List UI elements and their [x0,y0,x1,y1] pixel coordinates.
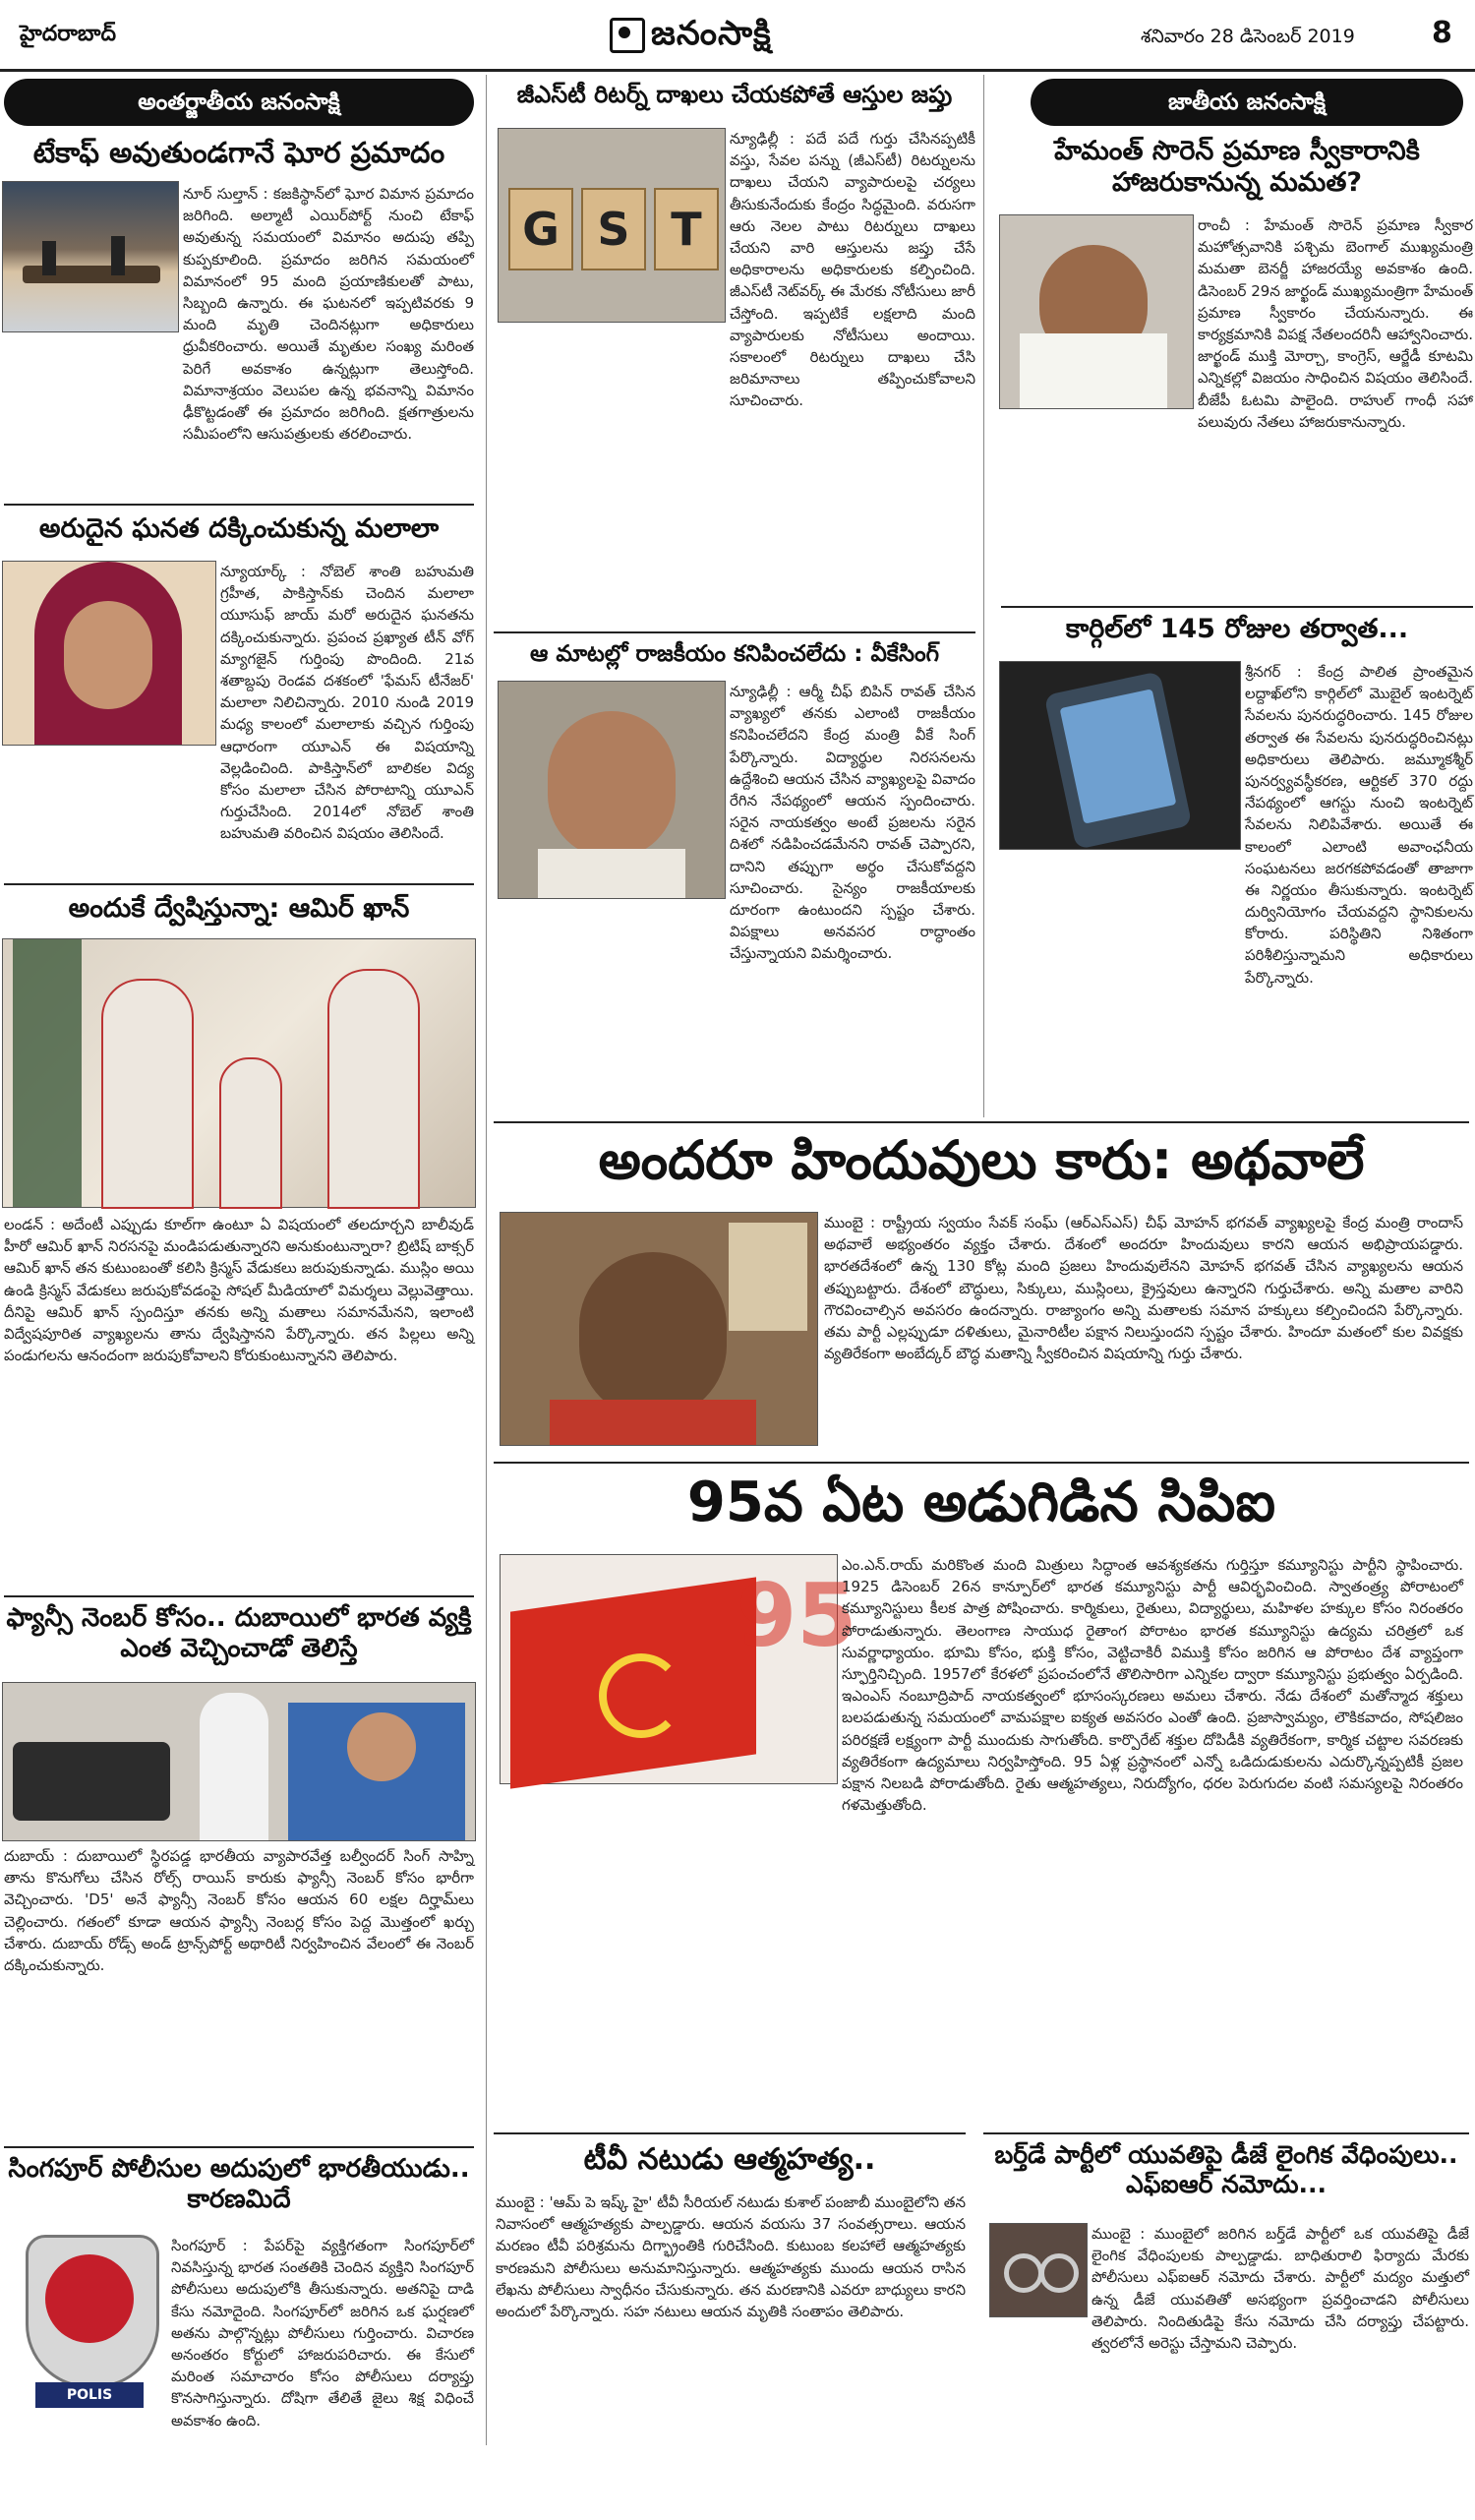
section-banner-international: అంతర్జాతీయ జనంసాక్షి [4,79,474,126]
article-athawale-body: ముంబై : రాష్ట్రీయ స్వయం సేవక్ సంఘ్ (ఆర్ఎస్ఎస్) చీఫ్ మోహన్ భగవత్ వ్యాఖ్యలపై కేంద్ర మంత్రి రాందాస్ అథవాలే అభ్యంతరం వ్యక్తం చేశారు. దేశంలో అందరూ హిందువులు కారని ఆయన అభిప్రాయపడ్డారు. భారతదేశంలో ఉన్న 130 కోట్ల మంది ప్రజలు హిందువులేనని మోహన్ భగవత్ చేసిన వ్యాఖ్యలను ఆయన తప్పుబట్టారు. దేశంలో బౌద్ధులు, సిక్కులు, ముస్లింలు, క్రైస్తవులు ఉన్నారని గుర్తుచేశారు. అన్ని మతాల వారిని గౌరవించాల్సిన అవసరం ఉందన్నారు. రాజ్యాంగం అన్ని మతాలకు సమాన హక్కులు కల్పించిందని పేర్కొన్నారు. తమ పార్టీ ఎల్లప్పుడూ దళితులు, మైనారిటీల పక్షాన నిలుస్తుందని స్పష్టం చేశారు. హిందూ మతంలో కుల వివక్షకు వ్యతిరేకంగా అంబేద్కర్ బౌద్ధ మతాన్ని స్వీకరించిన విషయాన్ని గుర్తు చేశారు. [824,1214,1463,1363]
article-divider [4,504,474,506]
article-divider [983,2132,1469,2134]
headline-kargil: కార్గిల్‌లో 145 రోజుల తర్వాత... [1065,614,1409,644]
headline-hemant-soren: హేమంత్ సొరెన్ ప్రమాణ స్వీకారానికి హాజరుకానున్న మమత? [1054,136,1420,199]
paper-logo [610,14,772,61]
headline-fancy-number: ఫ్యాన్సీ నెంబర్ కోసం.. దుబాయిలో భారత వ్యక్తి ఎంత వెచ్చించాడో తెలిస్తే [6,1603,472,1664]
headline-amir-khan: అందుకే ద్వేషిస్తున్నా: ఆమిర్ ఖాన్ [68,893,410,924]
column-divider [983,75,984,1117]
article-dj-harassment-body: ముంబై : ముంబైలో జరిగిన బర్త్‌డే పార్టీలో ఒక యువతిపై డీజే లైంగిక వేధింపులకు పాల్పడ్డాడు. బాధితురాలి ఫిర్యాదు మేరకు పోలీసులు ఎఫ్ఐఆర్ నమోదు చేశారు. పార్టీలో మద్యం మత్తులో ఉన్న డీజే యువతితో అసభ్యంగా ప్రవర్తించాడని పోలీసులు తెలిపారు. నిందితుడిపై కేసు నమోదు చేసి దర్యాప్తు చేపట్టారు. త్వరలోనే అరెస్టు చేస్తామని చెప్పారు. [1092,2225,1469,2352]
article-kargil-body: శ్రీనగర్ : కేంద్ర పాలిత ప్రాంతమైన లద్దాఖ్‌లోని కార్గిల్‌లో మొబైల్ ఇంటర్నెట్ సేవలను పునరుద్ధరించారు. 145 రోజుల తర్వాత ఈ సేవలను పునరుద్ధరించినట్లు అధికారులు తెలిపారు. జమ్మూకశ్మీర్ పునర్వ్యవస్థీకరణ, ఆర్టికల్ 370 రద్దు నేపథ్యంలో ఆగస్టు నుంచి ఇంటర్నెట్ సేవలను నిలిపివేశారు. అయితే ఈ కాలంలో ఎలాంటి అవాంఛనీయ సంఘటనలు జరగకపోవడంతో తాజాగా ఈ నిర్ణయం తీసుకున్నారు. ఇంటర్నెట్ దుర్వినియోగం చేయవద్దని స్థానికులను కోరారు. పరిస్థితిని నిశితంగా పరిశీలిస్తున్నామని అధికారులు పేర్కొన్నారు. [1245,663,1473,987]
issue-date: శనివారం 28 డిసెంబర్ 2019 [1141,26,1355,47]
lead-divider [494,1121,1469,1123]
headline-singapore-police: సింగపూర్ పోలీసుల అదుపులో భారతీయుడు.. కారణమిదే [8,2154,470,2215]
headline-tv-actor: టీవీ నటుడు ఆత్మహత్య.. [583,2142,876,2177]
article-divider [4,1595,474,1597]
masthead [0,0,1475,72]
vk-singh-photo [498,681,726,899]
headline-athawale: అందరూ హిందువులు కారు: అథవాలే [598,1129,1365,1191]
gst-block-s: S [581,188,646,270]
police-badge-label: POLIS [35,2382,144,2408]
plane-crash-photo [2,181,179,332]
malala-photo [2,561,216,746]
right-column [991,75,1475,1117]
headline-dj-harassment: బర్త్‌డే పార్టీలో యువతిపై డీజే లైంగిక వేధింపులు.. ఎఫ్ఐఆర్ నమోదు... [994,2140,1458,2198]
column-divider [486,75,487,2445]
article-vk-singh-body: న్యూఢిల్లీ : ఆర్మీ చీఫ్ బిపిన్ రావత్ చేసిన వ్యాఖ్యలో తనకు ఎలాంటి రాజకీయం కనిపించలేదని కేంద్ర మంత్రి వీకే సింగ్ పేర్కొన్నారు. విద్యార్థుల నిరసనలను ఉద్దేశించి ఆయన చేసిన వ్యాఖ్యలపై వివాదం రేగిన నేపథ్యంలో ఆయన స్పందించారు. సరైన నాయకత్వం అంటే ప్రజలను సరైన దిశలో నడిపించడమేనని రావత్ చెప్పారని, దానిని తప్పుగా అర్థం చేసుకోవద్దని సూచించారు. సైన్యం రాజకీయాలకు దూరంగా ఉంటుందని స్పష్టం చేశారు. విపక్షాలు అనవసర రాద్ధాంతం చేస్తున్నాయని విమర్శించారు. [730,683,975,963]
cpi-flag-photo [500,1554,857,1784]
article-amir-khan-body: లండన్ : అదేంటీ ఎప్పుడు కూల్‌గా ఉంటూ ఏ విషయంలో తలదూర్చని బాలీవుడ్ హీరో ఆమిర్ ఖాన్ నిరసనపై మండిపడుతున్నారని అనుకుంటున్నారా? బ్రిటిష్ బాక్సర్ ఆమిర్ ఖాన్ తన కుటుంబంతో కలిసి క్రిస్మస్ వేడుకలు జరుపుకున్నాడు. ముస్లిం అయి ఉండి క్రిస్మస్ వేడుకలు జరుపుకోవడంపై సోషల్ మీడియాలో విమర్శలు వెల్లువెత్తాయి. దీనిపై ఆమిర్ ఖాన్ స్పందిస్తూ తనకు అన్ని మతాలు సమానమేనని, ఇలాంటి విద్వేషపూరిత వ్యాఖ్యలను తాను ద్వేషిస్తానని పేర్కొన్నారు. తన పిల్లలు అన్ని పండుగలను ఆనందంగా జరుపుకోవాలని కోరుకుంటున్నానని తెలిపారు. [4,1216,474,1365]
headline-vk-singh: ఆ మాటల్లో రాజకీయం కనిపించలేదు : వీకేసింగ్ [529,641,940,667]
left-column [0,75,477,2455]
cpi-95-graphic: 95 [737,1565,857,1666]
gst-block-t: T [654,188,719,270]
article-divider [494,631,975,633]
paper-name: జనంసాక్షి [651,14,772,53]
section-banner-national: జాతీయ జనంసాక్షి [1031,79,1463,126]
article-plane-crash-body: నూర్ సుల్తాన్ : కజకిస్థాన్‌లో ఘోర విమాన ప్రమాదం జరిగింది. అల్మాటీ ఎయిర్‌పోర్ట్ నుంచి టేకాఫ్ అవుతున్న సమయంలో విమానం అదుపు తప్పి కుప్పకూలింది. ప్రమాదం జరిగిన సమయంలో విమానంలో 95 మంది ప్రయాణికులతో పాటు, సిబ్బంది ఉన్నారు. ఈ ఘటనలో ఇప్పటివరకు 9 మంది మృతి చెందినట్లుగా అధికారులు ధ్రువీకరించారు. అయితే మృతుల సంఖ్య మరింత పెరిగే అవకాశం ఉన్నట్లుగా తెలుస్తోంది. విమానాశ్రయం వెలుపల ఉన్న భవనాన్ని విమానం ఢీకొట్టడంతో ఈ ప్రమాదం జరిగింది. క్షతగాత్రులను సమీపంలోని ఆసుపత్రులకు తరలించారు. [183,185,474,444]
gst-blocks-photo [498,128,726,323]
article-malala-body: న్యూయార్క్ : నోబెల్ శాంతి బహుమతి గ్రహీత, పాకిస్తాన్‌కు చెందిన మలాలా యూసుఫ్ జాయ్ మరో అరుదైన ఘనతను దక్కించుకున్నారు. ప్రపంచ ప్రఖ్యాత టీన్ వోగ్ మ్యాగజైన్ గుర్తింపు పొందింది. 21వ శతాబ్దపు రెండవ దశకంలో 'ఫేమస్ టీనేజర్' మలాలా నిలిచిన్నారు. 2010 నుండి 2019 మధ్య కాలంలో మలాలాకు వచ్చిన గుర్తింపు ఆధారంగా యూఎన్ ఈ విషయాన్ని వెల్లడించింది. పాకిస్తాన్‌లో బాలికల విద్య కోసం మలాలా చేసిన పోరాటాన్ని యూఎన్ గుర్తుచేసింది. 2014లో నోబెల్ శాంతి బహుమతి వరించిన విషయం తెలిసిందే. [220,563,474,843]
page-number: 8 [1432,16,1452,50]
article-divider [4,2146,474,2148]
logo-icon [610,18,645,53]
athawale-photo [500,1212,818,1446]
headline-plane-crash: టేకాఫ్ అవుతుండగానే ఘోర ప్రమాదం [32,136,445,169]
article-divider [494,2132,966,2134]
singapore-police-logo [16,2235,163,2412]
dubai-car-photo [2,1682,476,1841]
article-gst-body: న్యూఢిల్లీ : పదే పదే గుర్తు చేసినప్పటికీ వస్తు, సేవల పన్ను (జీఎస్‌టీ) రిటర్నులను దాఖలు చేయని వ్యాపారులపై చర్యలు తీసుకునేందుకు కేంద్రం సిద్ధమైంది. వరుసగా ఆరు నెలల పాటు రిటర్నులు దాఖలు చేయని వారి ఆస్తులను జప్తు చేసే అధికారాలను అధికారులకు కల్పించింది. జీఎస్‌టీ నెట్‌వర్క్ ఈ మేరకు నోటీసులు జారీ చేస్తోంది. ఇప్పటికే లక్షలాది మంది వ్యాపారులకు నోటీసులు అందాయి. సకాలంలో రిటర్నులు దాఖలు చేసి జరిమానాలు తప్పించుకోవాలని సూచించారు. [730,130,975,410]
headline-cpi: 95వ ఏట అడుగిడిన సిపిఐ [686,1470,1276,1534]
article-cpi-body: ఎం.ఎన్.రాయ్ మరికొంత మంది మిత్రులు సిద్ధాంత ఆవశ్యకతను గుర్తిస్తూ కమ్యూనిస్టు పార్టీని స్థాపించారు. 1925 డిసెంబర్ 26న కాన్పూర్‌లో భారత కమ్యూనిస్టు పార్టీ ఆవిర్భవించింది. స్వాతంత్ర్య పోరాటంలో కమ్యూనిస్టులు కీలక పాత్ర పోషించారు. కార్మికులు, రైతులు, విద్యార్థులు, మహిళల హక్కుల కోసం నిరంతరం పోరాడుతున్నారు. తెలంగాణ సాయుధ రైతాంగ పోరాటం భారత కమ్యూనిస్టు ఉద్యమ చరిత్రలో ఒక సువర్ణాధ్యాయం. భూమి కోసం, భుక్తి కోసం, వెట్టిచాకిరీ విముక్తి కోసం జరిగిన ఆ పోరాటం దేశ వ్యాప్తంగా స్ఫూర్తినిచ్చింది. 1957లో కేరళలో ప్రపంచంలోనే తొలిసారిగా ఎన్నికల ద్వారా కమ్యూనిస్టు ప్రభుత్వం ఏర్పడింది. ఇఎంఎస్ నంబూద్రిపాద్ నాయకత్వంలో భూసంస్కరణలు అమలు చేశారు. నేడు దేశంలో మతోన్మాద శక్తులు బలపడుతున్న సమయంలో వామపక్షాల ఐక్యత అవసరం ఎంతో ఉంది. ప్రజాస్వామ్యం, లౌకికవాదం, సోషలిజం పరిరక్షణే లక్ష్యంగా పార్టీ ముందుకు సాగుతోంది. కార్పొరేట్ శక్తుల దోపిడీకి వ్యతిరేకంగా, కార్మిక చట్టాల సవరణకు వ్యతిరేకంగా ఉద్యమాలు నిర్వహిస్తోంది. 95 ఏళ్ల ప్రస్థానంలో ఎన్నో ఒడిదుడుకులను ఎదుర్కొన్నప్పటికీ ప్రజల పక్షాన నిలబడి పోరాడుతోంది. రైతు ఆత్మహత్యలు, నిరుద్యోగం, ధరల పెరుగుదల వంటి సమస్యలపై నిరంతరం గళమెత్తుతోంది. [842,1556,1463,1815]
headline-gst: జీఎస్‌టీ రిటర్న్ దాఖలు చేయకపోతే ఆస్తుల జప్తు [516,81,953,108]
handcuffs-photo [989,2223,1088,2317]
headline-malala: అరుదైన ఘనత దక్కించుకున్న మలాలా [38,513,440,544]
article-fancy-number-body: దుబాయ్ : దుబాయిలో స్థిరపడ్డ భారతీయ వ్యాపారవేత్త బల్వీందర్ సింగ్ సాహ్ని తాను కొనుగోలు చేసిన రోల్స్ రాయిస్ కారుకు ఫ్యాన్సీ నెంబర్ కోసం భారీగా వెచ్చించారు. 'D5' అనే ఫ్యాన్సీ నెంబర్ కోసం ఆయన 60 లక్షల దిర్హామ్‌లు చెల్లించారు. గతంలో కూడా ఆయన ఫ్యాన్సీ నెంబర్ల కోసం పెద్ద మొత్తంలో ఖర్చు చేశారు. దుబాయ్ రోడ్స్ అండ్ ట్రాన్స్‌పోర్ట్ అథారిటీ నిర్వహించిన వేలంలో ఈ నెంబర్ దక్కించుకున్నారు. [4,1847,474,1974]
gst-block-g: G [508,188,573,270]
amir-khan-family-photo [2,938,476,1208]
article-divider [1001,606,1473,608]
article-singapore-body: సింగపూర్ : పేపర్‌పై వ్యక్తిగతంగా సింగపూర్‌లో నివసిస్తున్న భారత సంతతికి చెందిన వ్యక్తిని సింగపూర్ పోలీసులు అదుపులోకి తీసుకున్నారు. అతనిపై దాడి కేసు నమోదైంది. సింగపూర్‌లో జరిగిన ఒక ఘర్షణలో అతను పాల్గొన్నట్లు పోలీసులు గుర్తించారు. విచారణ అనంతరం కోర్టులో హాజరుపరిచారు. ఈ కేసులో మరింత సమాచారం కోసం పోలీసులు దర్యాప్తు కొనసాగిస్తున్నారు. దోషిగా తేలితే జైలు శిక్ష విధించే అవకాశం ఉంది. [171,2237,474,2430]
city-label: హైదరాబాద్ [20,22,116,46]
article-hemant-soren-body: రాంచీ : హేమంత్ సొరెన్ ప్రమాణ స్వీకార మహోత్సవానికి పశ్చిమ బెంగాల్ ముఖ్యమంత్రి మమతా బెనర్జీ హాజరయ్యే అవకాశం ఉంది. డిసెంబర్ 29న జార్ఖండ్ ముఖ్యమంత్రిగా హేమంత్ ప్రమాణ స్వీకారం చేయనున్నారు. ఈ కార్యక్రమానికి విపక్ష నేతలందరినీ ఆహ్వానించారు. జార్ఖండ్ ముక్తి మోర్చా, కాంగ్రెస్, ఆర్జేడీ కూటమి ఎన్నికల్లో విజయం సాధించిన విషయం తెలిసిందే. బీజేపీ ఓటమి పాలైంది. రాహుల్ గాంధీ సహా పలువురు నేతలు హాజరుకానున్నారు. [1198,216,1473,431]
article-tv-actor-body: ముంబై : 'ఆమ్ పె ఇష్క్ హై' టీవీ సీరియల్ నటుడు కుశాల్ పంజాబీ ముంబైలోని తన నివాసంలో ఆత్మహత్యకు పాల్పడ్డారు. ఆయన వయసు 37 సంవత్సరాలు. ఆయన మరణం టీవీ పరిశ్రమను దిగ్భ్రాంతికి గురిచేసింది. కుటుంబ కలహాలే ఆత్మహత్యకు కారణమని పోలీసులు అనుమానిస్తున్నారు. ఆత్మహత్యకు ముందు ఆయన రాసిన లేఖను పోలీసులు స్వాధీనం చేసుకున్నారు. తన మరణానికి ఎవరూ బాధ్యులు కారని అందులో పేర్కొన్నారు. సహ నటులు ఆయన మృతికి సంతాపం తెలిపారు. [496,2193,967,2320]
article-divider [4,883,474,885]
mamata-photo [999,214,1194,409]
mobile-phone-photo [999,661,1241,850]
article-divider [494,1462,1469,1464]
